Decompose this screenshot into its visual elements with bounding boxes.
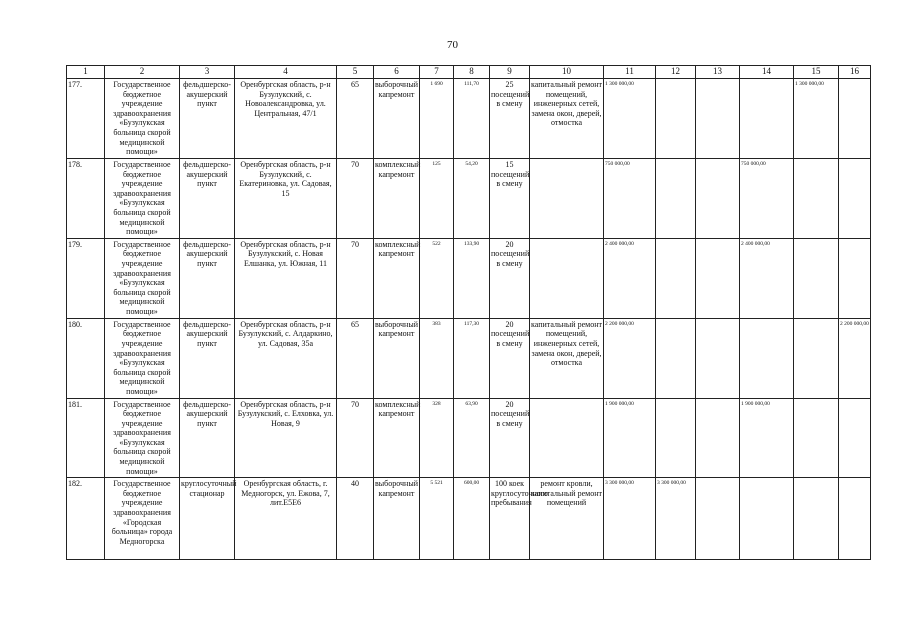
total-amount: 1 300 000,00 (604, 79, 656, 159)
address: Оренбургская область, р-н Бузулукский, с. Новоалександровка, ул. Центральная, 47/1 (235, 79, 337, 159)
work-type: выборочный капремонт (374, 318, 420, 398)
facility-type: фельдшерско-акушерский пункт (180, 398, 235, 478)
amount-col15: 1 300 000,00 (794, 79, 839, 159)
facility-type: фельдшерско-акушерский пункт (180, 79, 235, 159)
work-type: комплексный капремонт (374, 159, 420, 239)
amount-col14: 750 000,00 (740, 159, 794, 239)
area-value: 600,00 (454, 478, 490, 560)
table-row (67, 238, 871, 318)
col7-value: 328 (420, 398, 454, 478)
total-amount: 3 300 000,00 (604, 478, 656, 560)
col-header: 11 (604, 66, 656, 79)
amount-col13 (696, 478, 740, 560)
capacity: 20 посещений в смену (490, 398, 530, 478)
row-number: 177. (67, 79, 105, 159)
col5-value: 70 (337, 398, 374, 478)
amount-col14: 2 400 000,00 (740, 238, 794, 318)
total-amount: 2 400 000,00 (604, 238, 656, 318)
work-description (530, 398, 604, 478)
area-value: 133,90 (454, 238, 490, 318)
col-header: 7 (420, 66, 454, 79)
col-header: 1 (67, 66, 105, 79)
capacity: 20 посещений в смену (490, 238, 530, 318)
area-value: 117,30 (454, 318, 490, 398)
organization: Государственное бюджетное учреждение здравоохранения «Бузулукская больница скорой медицинской помощи» (105, 159, 180, 239)
table-row (67, 478, 871, 560)
amount-col16 (839, 238, 871, 318)
organization: Государственное бюджетное учреждение здравоохранения «Бузулукская больница скорой медицинской помощи» (105, 398, 180, 478)
col5-value: 65 (337, 79, 374, 159)
facility-type: круглосуточный стационар (180, 478, 235, 560)
amount-col14 (740, 478, 794, 560)
total-amount: 2 200 000,00 (604, 318, 656, 398)
facility-type: фельдшерско-акушерский пункт (180, 159, 235, 239)
work-description (530, 159, 604, 239)
amount-col15 (794, 398, 839, 478)
organization: Государственное бюджетное учреждение здравоохранения «Бузулукская больница скорой медицинской помощи» (105, 79, 180, 159)
amount-col14 (740, 318, 794, 398)
amount-col16 (839, 398, 871, 478)
table-row (67, 318, 871, 398)
work-description (530, 238, 604, 318)
col-header: 2 (105, 66, 180, 79)
page-number: 70 (447, 39, 458, 51)
row-number: 178. (67, 159, 105, 239)
area-value: 54,20 (454, 159, 490, 239)
col-header: 9 (490, 66, 530, 79)
organization: Государственное бюджетное учреждение здравоохранения «Бузулукская больница скорой медицинской помощи» (105, 238, 180, 318)
row-number: 180. (67, 318, 105, 398)
col7-value: 125 (420, 159, 454, 239)
col-header: 13 (696, 66, 740, 79)
col-header: 12 (656, 66, 696, 79)
amount-col16 (839, 478, 871, 560)
facility-type: фельдшерско-акушерский пункт (180, 318, 235, 398)
address: Оренбургская область, р-н Бузулукский, с. Елховка, ул. Новая, 9 (235, 398, 337, 478)
amount-col15 (794, 159, 839, 239)
col-header: 16 (839, 66, 871, 79)
col7-value: 1 690 (420, 79, 454, 159)
col-header: 3 (180, 66, 235, 79)
capacity: 15 посещений в смену (490, 159, 530, 239)
amount-col12 (656, 398, 696, 478)
table-row (67, 159, 871, 239)
total-amount: 1 900 000,00 (604, 398, 656, 478)
work-type: комплексный капремонт (374, 398, 420, 478)
work-type: выборочный капремонт (374, 79, 420, 159)
col7-value: 522 (420, 238, 454, 318)
amount-col14 (740, 79, 794, 159)
amount-col13 (696, 159, 740, 239)
col5-value: 65 (337, 318, 374, 398)
col5-value: 40 (337, 478, 374, 560)
amount-col13 (696, 79, 740, 159)
amount-col14: 1 900 000,00 (740, 398, 794, 478)
amount-col15 (794, 238, 839, 318)
area-value: 63,90 (454, 398, 490, 478)
table-row (67, 398, 871, 478)
col7-value: 383 (420, 318, 454, 398)
address: Оренбургская область, г. Медногорск, ул. Ежова, 7, лит.Е5Е6 (235, 478, 337, 560)
amount-col12 (656, 159, 696, 239)
col5-value: 70 (337, 159, 374, 239)
col-header: 8 (454, 66, 490, 79)
amount-col13 (696, 318, 740, 398)
amount-col12: 3 300 000,00 (656, 478, 696, 560)
amount-col16: 2 200 000,00 (839, 318, 871, 398)
address: Оренбургская область, р-н Бузулукский, с. Алдаркино, ул. Садовая, 35а (235, 318, 337, 398)
amount-col13 (696, 398, 740, 478)
capacity: 20 посещений в смену (490, 318, 530, 398)
capacity: 25 посещений в смену (490, 79, 530, 159)
col-header: 10 (530, 66, 604, 79)
address: Оренбургская область, р-н Бузулукский, с. Екатериновка, ул. Садовая, 15 (235, 159, 337, 239)
capacity: 100 коек круглосуточного пребывания (490, 478, 530, 560)
work-description: ремонт кровли, капитальный ремонт помещений (530, 478, 604, 560)
area-value: 111,70 (454, 79, 490, 159)
table-row (67, 79, 871, 159)
row-number: 182. (67, 478, 105, 560)
amount-col12 (656, 238, 696, 318)
document-table (66, 65, 871, 560)
organization: Государственное бюджетное учреждение здравоохранения «Городская больница» города Медногорска (105, 478, 180, 560)
work-type: выборочный капремонт (374, 478, 420, 560)
col-header: 14 (740, 66, 794, 79)
col-header: 6 (374, 66, 420, 79)
header-row (67, 66, 871, 79)
facility-type: фельдшерско-акушерский пункт (180, 238, 235, 318)
address: Оренбургская область, р-н Бузулукский, с. Новая Елшанка, ул. Южная, 11 (235, 238, 337, 318)
work-type: комплексный капремонт (374, 238, 420, 318)
col-header: 5 (337, 66, 374, 79)
amount-col13 (696, 238, 740, 318)
amount-col16 (839, 159, 871, 239)
total-amount: 750 000,00 (604, 159, 656, 239)
row-number: 179. (67, 238, 105, 318)
amount-col12 (656, 79, 696, 159)
amount-col15 (794, 478, 839, 560)
amount-col12 (656, 318, 696, 398)
organization: Государственное бюджетное учреждение здравоохранения «Бузулукская больница скорой медицинской помощи» (105, 318, 180, 398)
work-description: капитальный ремонт помещений, инженерных сетей, замена окон, дверей, отмостка (530, 318, 604, 398)
row-number: 181. (67, 398, 105, 478)
amount-col15 (794, 318, 839, 398)
col-header: 4 (235, 66, 337, 79)
col7-value: 5 521 (420, 478, 454, 560)
col5-value: 70 (337, 238, 374, 318)
col-header: 15 (794, 66, 839, 79)
amount-col16 (839, 79, 871, 159)
work-description: капитальный ремонт помещений, инженерных сетей, замена окон, дверей, отмостка (530, 79, 604, 159)
